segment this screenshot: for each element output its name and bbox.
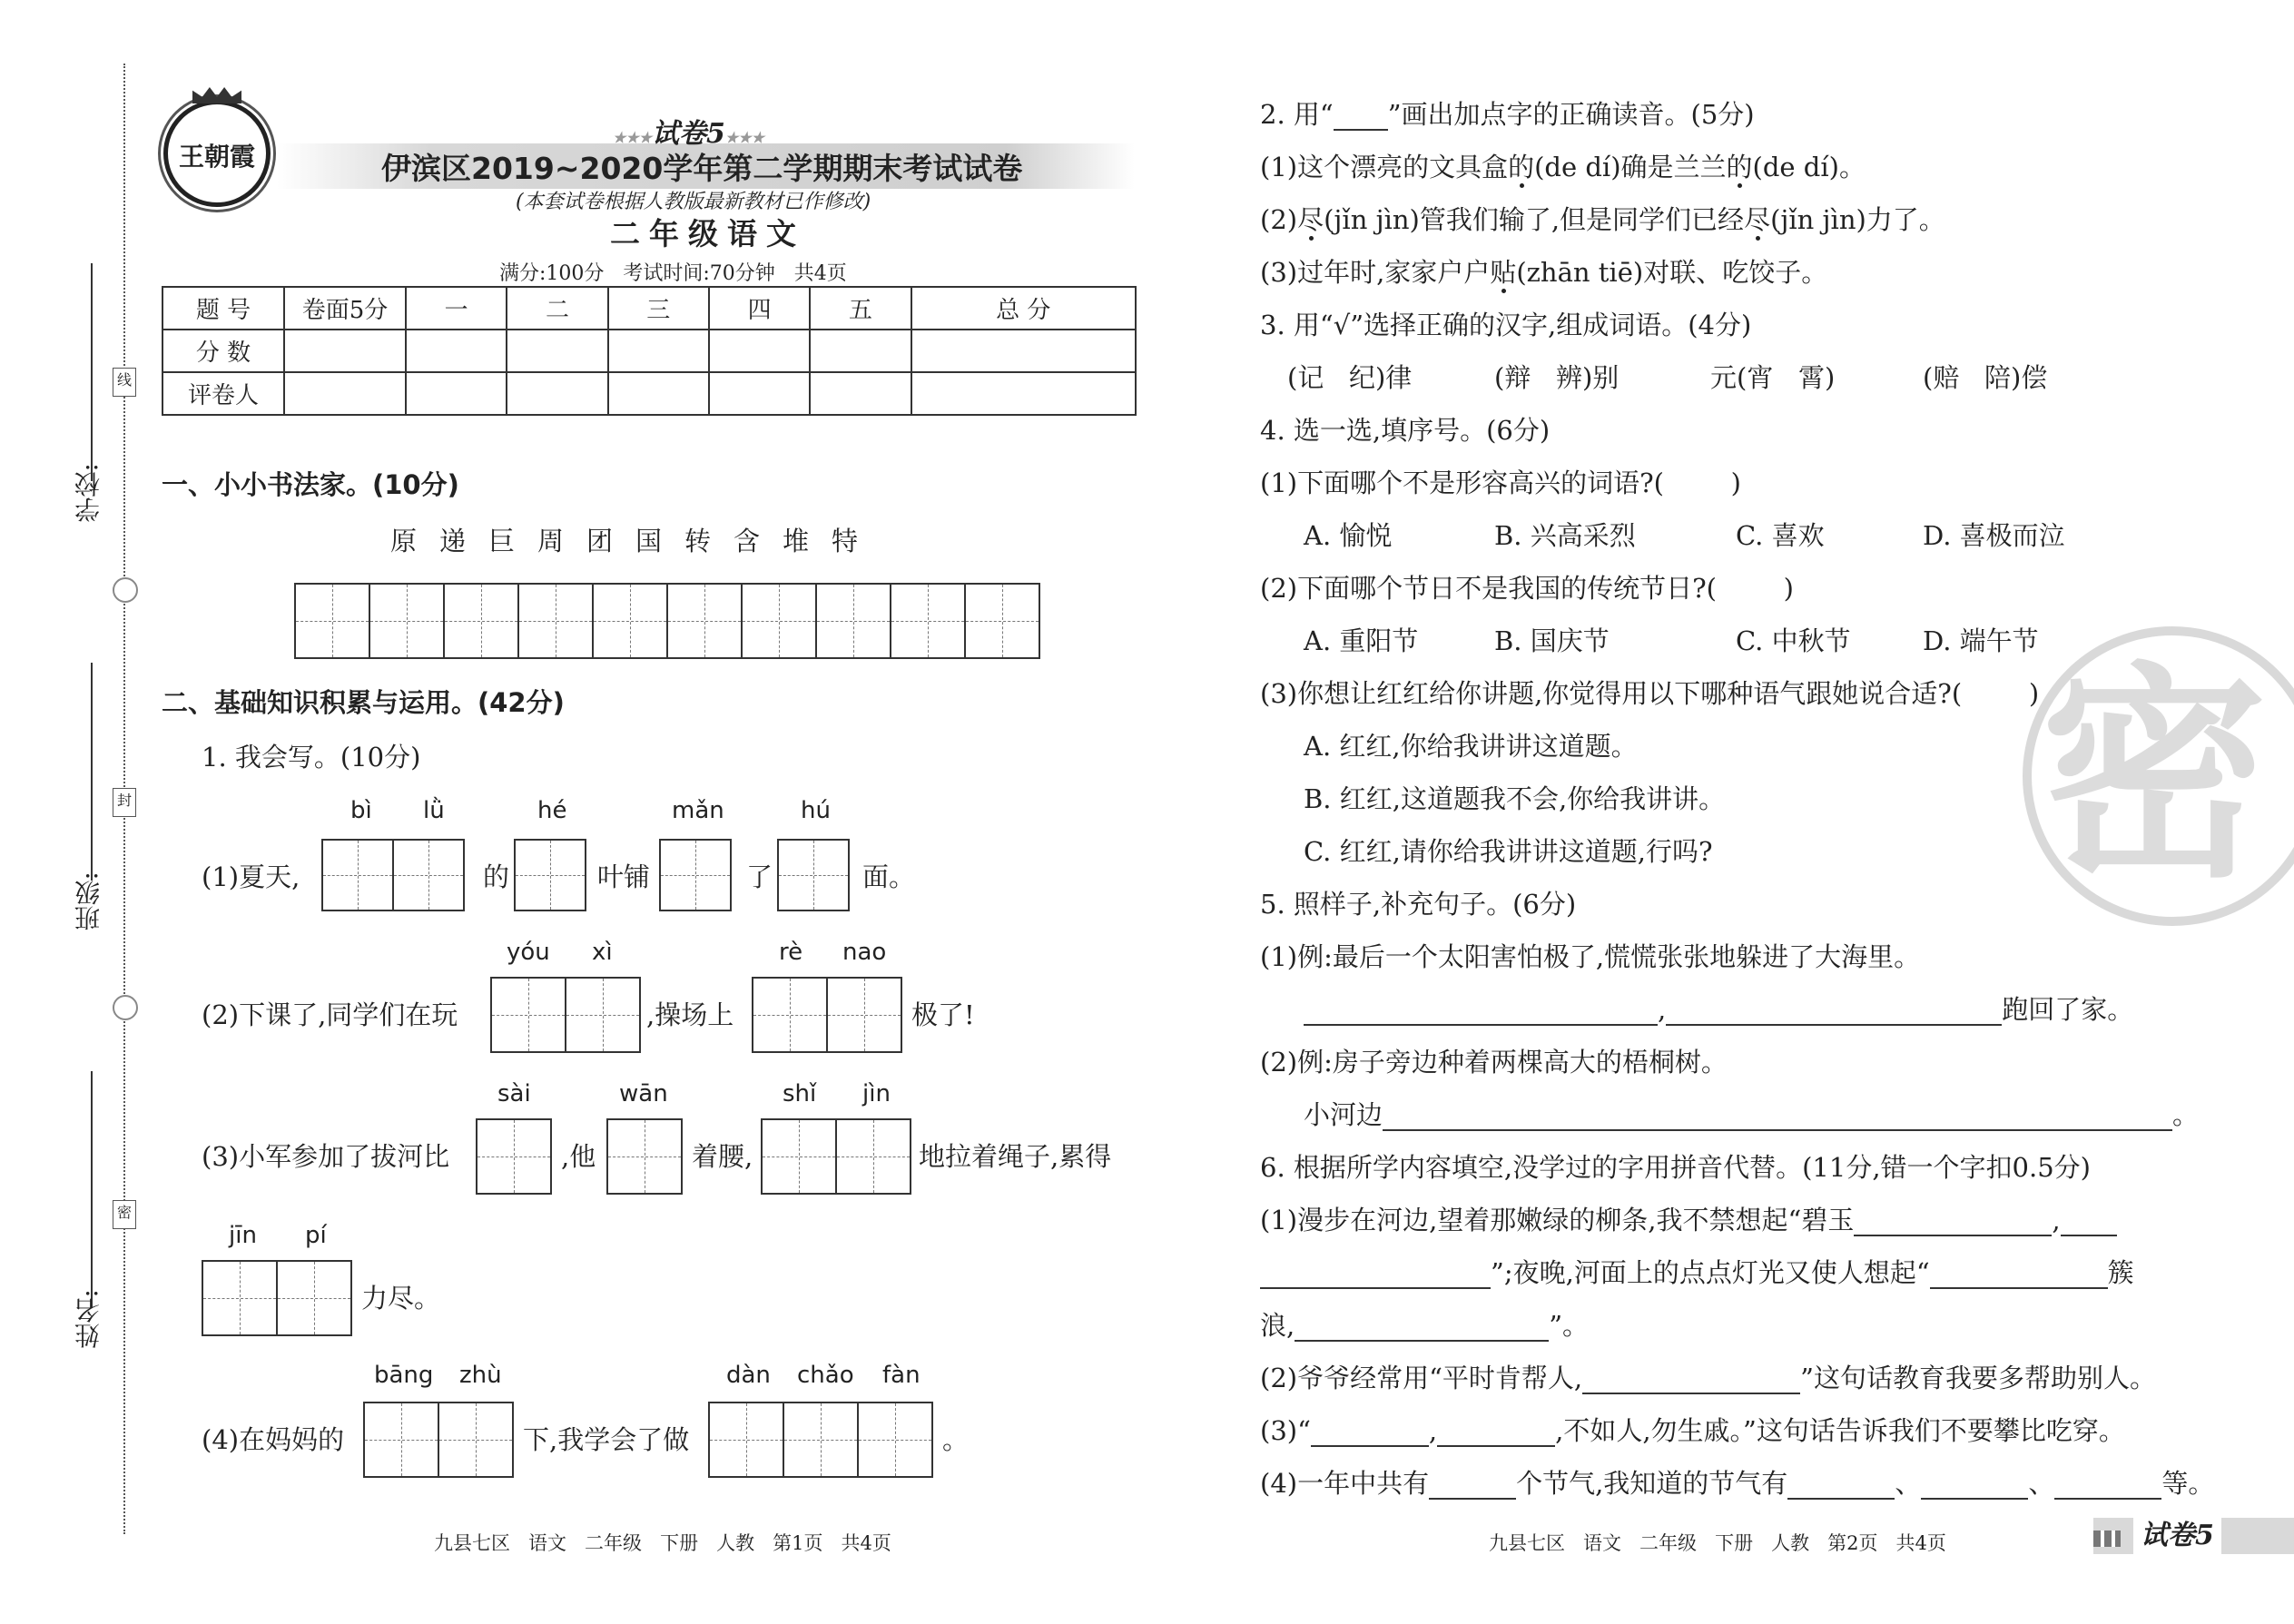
table-row [162, 330, 1136, 372]
grid-cell[interactable] [438, 1402, 514, 1478]
score-input[interactable] [406, 330, 507, 372]
q4-option: D. 喜极而泣 [1923, 520, 2065, 551]
name-underline [91, 1071, 93, 1307]
grid-cell[interactable] [826, 977, 902, 1053]
pinyin: hé [537, 797, 567, 824]
calligraphy-char: 转 [684, 526, 712, 556]
q6-s1-cont: ”;夜晚,河面上的点点灯光又使人想起“ 簇 [1260, 1256, 2134, 1289]
score-input[interactable] [810, 330, 911, 372]
name-label: 姓名: [74, 1289, 103, 1349]
exam-subtitle: (本套试卷根据人教版最新教材已作修改) [516, 191, 871, 213]
series-label: ★★★试卷5★★★ [613, 118, 764, 150]
grid-cell[interactable] [443, 583, 519, 659]
grid-cell[interactable] [369, 583, 445, 659]
q4-option: D. 端午节 [1923, 625, 2039, 656]
grid-cell[interactable] [741, 583, 817, 659]
sentence-text: (3)小军参加了拔河比 [202, 1141, 450, 1172]
page-footer-right: 九县七区 语文 二年级 下册 人教 第2页 共4页 [1489, 1532, 1946, 1554]
answer-blank[interactable] [1787, 1472, 1895, 1500]
answer-grid[interactable] [478, 1118, 552, 1195]
grid-cell[interactable] [890, 583, 966, 659]
answer-blank[interactable] [1304, 999, 1658, 1026]
answer-grid[interactable] [779, 839, 850, 911]
q6-s2: (2)爷爷经常用“平时肯帮人, ”这句话教育我要多帮助别人。 [1260, 1363, 2156, 1393]
calligraphy-char: 原 [390, 526, 418, 556]
pinyin: hú [801, 797, 831, 824]
q6-s1-end: 浪, ”。 [1260, 1310, 1590, 1341]
score-table [162, 286, 1137, 416]
star-icon: ★★★ [724, 129, 764, 146]
answer-blank[interactable] [1383, 1104, 2172, 1131]
answer-grid[interactable] [492, 977, 641, 1053]
q2-title: 2. 用“ ”画出加点字的正确读音。(5分) [1260, 99, 1755, 130]
q2-line1: (1)这个漂亮的文具盒的(de dí)确是兰兰的(de dí)。 [1260, 152, 1866, 182]
calligraphy-chars [390, 525, 881, 557]
score-input[interactable] [608, 372, 709, 415]
grid-cell[interactable] [517, 583, 594, 659]
pinyin: dàn [726, 1362, 771, 1389]
q3-option[interactable]: (记 纪)律 [1287, 362, 1413, 393]
answer-grid[interactable] [203, 1260, 352, 1336]
q4-option: C. 中秋节 [1736, 625, 1851, 656]
score-input[interactable] [810, 372, 911, 415]
grid-cell[interactable] [202, 1260, 278, 1336]
section2-title: 二、基础知识积累与运用。(42分) [162, 687, 565, 718]
table-cell: 卷面5分 [284, 287, 406, 330]
score-input[interactable] [284, 330, 406, 372]
pinyin: jìn [862, 1080, 891, 1107]
grid-cell[interactable] [514, 839, 586, 911]
table-cell: 三 [608, 287, 709, 330]
sentence-text: (2)下课了,同学们在玩 [202, 999, 458, 1030]
q4-option: C. 喜欢 [1736, 520, 1825, 551]
pinyin: jīn [229, 1222, 257, 1249]
sentence-text: 叶铺 [597, 861, 651, 892]
grid-cell[interactable] [321, 839, 394, 911]
pinyin: sài [497, 1080, 531, 1107]
q4-option: B. 兴高采烈 [1494, 520, 1636, 551]
grid-cell[interactable] [490, 977, 566, 1053]
sentence-text: 面。 [862, 861, 916, 892]
q5-example2: (2)例:房子旁边种着两棵高大的梧桐树。 [1260, 1047, 1728, 1078]
seal-mark-mi: 密 [113, 1200, 136, 1229]
answer-grid[interactable] [763, 1118, 911, 1195]
q4-option: A. 红红,你给我讲讲这道题。 [1304, 731, 1638, 762]
sentence-text: 的 [483, 861, 510, 892]
q3-option[interactable]: 元(宵 霄) [1710, 362, 1836, 393]
table-row [162, 287, 1136, 330]
sentence-text: 下,我学会了做 [523, 1424, 690, 1455]
q5-answer2: 小河边 。 [1304, 1099, 2200, 1130]
q5-title: 5. 照样子,补充句子。(6分) [1260, 889, 1577, 920]
calligraphy-char: 递 [439, 526, 467, 556]
pinyin: fàn [882, 1362, 921, 1389]
exam-info: 满分:100分 考试时间:70分钟 共4页 [499, 262, 847, 285]
seal-mark-feng: 封 [113, 788, 136, 817]
score-input[interactable] [406, 372, 507, 415]
q4-s1: (1)下面哪个不是形容高兴的词语?( ) [1260, 468, 1742, 498]
answer-grid[interactable] [516, 839, 586, 911]
answer-grid[interactable] [365, 1402, 514, 1478]
q5-answer1: , 跑回了家。 [1304, 993, 2133, 1026]
answer-blank[interactable] [1260, 1262, 1491, 1289]
table-cell: 一 [406, 287, 507, 330]
calligraphy-char: 含 [733, 526, 761, 556]
answer-blank[interactable] [1666, 999, 2002, 1026]
sentence-text: 力尽。 [361, 1283, 441, 1314]
exam-title: 伊滨区2019~2020学年第二学期期末考试试卷 [381, 151, 1023, 186]
calligraphy-char: 周 [537, 526, 565, 556]
sentence-text: 地拉着绳子,累得 [919, 1141, 1112, 1172]
grid-cell[interactable] [857, 1402, 933, 1478]
pinyin: zhù [459, 1362, 502, 1389]
crown-icon [192, 87, 241, 103]
answer-blank[interactable] [1930, 1262, 2108, 1289]
q2-line3: (3)过年时,家家户户贴(zhān tiē)对联、吃饺子。 [1260, 257, 1828, 288]
grid-cell[interactable] [363, 1402, 439, 1478]
q6-s1: (1)漫步在河边,望着那嫩绿的柳条,我不禁想起“碧玉 , [1260, 1204, 2117, 1236]
table-cell: 二 [507, 287, 607, 330]
table-row [162, 372, 1136, 415]
answer-blank[interactable] [2054, 1472, 2161, 1500]
answer-grid[interactable] [323, 839, 465, 911]
q4-option: A. 重阳节 [1304, 625, 1419, 656]
writing-grid[interactable] [296, 583, 1040, 659]
answer-grid[interactable] [753, 977, 902, 1053]
grid-cell[interactable] [666, 583, 743, 659]
logo-text: 王朝霞 [178, 142, 255, 172]
pinyin: nao [842, 939, 887, 966]
sentence-text: 了 [746, 861, 773, 892]
answer-blank[interactable] [1854, 1209, 2052, 1236]
grid-cell[interactable] [476, 1118, 552, 1195]
answer-blank[interactable] [1921, 1472, 2028, 1500]
pinyin: xì [592, 939, 613, 966]
sentence-text: (1)夏天, [202, 861, 300, 892]
score-input[interactable] [284, 372, 406, 415]
table-cell: 题 号 [162, 287, 284, 330]
grid-cell[interactable] [392, 839, 465, 911]
pinyin: rè [779, 939, 803, 966]
sentence-text: 着腰, [692, 1141, 753, 1172]
pinyin: shǐ [783, 1080, 817, 1107]
grid-cell[interactable] [835, 1118, 911, 1195]
table-cell: 总 分 [911, 287, 1136, 330]
pinyin: mǎn [672, 797, 724, 824]
sentence-text: (4)在妈妈的 [202, 1424, 345, 1455]
school-label: 学校: [74, 463, 103, 523]
class-underline [91, 663, 93, 881]
q1-title: 1. 我会写。(10分) [202, 742, 421, 773]
grid-cell[interactable] [708, 1402, 784, 1478]
class-label: 班级: [74, 871, 103, 931]
grid-cell[interactable] [565, 977, 641, 1053]
q3-option[interactable]: (辩 辨)别 [1494, 362, 1620, 393]
table-cell: 评卷人 [162, 372, 284, 415]
grid-cell[interactable] [294, 583, 370, 659]
logo-seal [163, 100, 271, 207]
table-cell: 四 [709, 287, 810, 330]
star-icon: ★★★ [613, 129, 653, 146]
answer-blank[interactable] [1311, 1420, 1429, 1447]
seal-mark-line: 线 [113, 368, 136, 397]
corner-squares-icon [2093, 1530, 2121, 1547]
score-input[interactable] [911, 330, 1136, 372]
pinyin: bāng [374, 1362, 434, 1389]
q4-title: 4. 选一选,填序号。(6分) [1260, 415, 1551, 446]
answer-grid[interactable] [710, 1402, 933, 1478]
subject-title: 二年级语文 [610, 216, 805, 251]
grid-cell[interactable] [815, 583, 891, 659]
q3-option[interactable]: (赔 陪)偿 [1923, 362, 2048, 393]
calligraphy-char: 国 [635, 526, 663, 556]
score-input[interactable] [911, 372, 1136, 415]
grid-cell[interactable] [752, 977, 828, 1053]
score-input[interactable] [608, 330, 709, 372]
answer-grid[interactable] [608, 1118, 683, 1195]
pinyin: pí [305, 1222, 327, 1249]
grid-cell[interactable] [592, 583, 668, 659]
table-cell: 五 [810, 287, 911, 330]
answer-grid[interactable] [661, 839, 732, 911]
sentence-text: 极了! [911, 999, 975, 1030]
answer-blank[interactable] [2061, 1209, 2117, 1236]
q4-option: C. 红红,请你给我讲讲这道题,行吗? [1304, 836, 1713, 867]
grid-cell[interactable] [964, 583, 1040, 659]
calligraphy-char: 堆 [783, 526, 810, 556]
q2-line2: (2)尽(jǐn jìn)管我们输了,但是同学们已经尽(jǐn jìn)力了。 [1260, 204, 1945, 235]
sentence-text: ,他 [561, 1141, 596, 1172]
score-input[interactable] [507, 330, 607, 372]
grid-cell[interactable] [606, 1118, 683, 1195]
sentence-text: ,操场上 [646, 999, 734, 1030]
q4-s3: (3)你想让红红给你讲题,你觉得用以下哪种语气跟她说合适?( ) [1260, 678, 2040, 709]
pinyin: lǜ [423, 797, 445, 824]
sentence-text: 。 [942, 1424, 970, 1455]
calligraphy-char: 团 [586, 526, 614, 556]
q6-title: 6. 根据所学内容填空,没学过的字用拼音代替。(11分,错一个字扣0.5分) [1260, 1152, 2091, 1183]
pinyin: chǎo [797, 1362, 854, 1389]
pinyin: yóu [507, 939, 550, 966]
grid-cell[interactable] [276, 1260, 352, 1336]
answer-blank[interactable] [1295, 1314, 1549, 1342]
watermark-seal [2023, 626, 2294, 926]
grid-cell[interactable] [777, 839, 850, 911]
q4-option: A. 愉悦 [1304, 520, 1393, 551]
q4-s2: (2)下面哪个节日不是我国的传统节日?( ) [1260, 573, 1795, 604]
table-cell: 分 数 [162, 330, 284, 372]
section1-title: 一、小小书法家。(10分) [162, 469, 459, 500]
page-footer-left: 九县七区 语文 二年级 下册 人教 第1页 共4页 [434, 1532, 891, 1554]
q6-s3: (3)“ , ,不如人,勿生戚。”这句话告诉我们不要攀比吃穿。 [1260, 1415, 2125, 1446]
grid-cell[interactable] [783, 1402, 859, 1478]
calligraphy-char: 特 [832, 526, 859, 556]
q4-option: B. 红红,这道题我不会,你给我讲讲。 [1304, 783, 1726, 814]
grid-cell[interactable] [659, 839, 732, 911]
watermark-char: 密 [2041, 644, 2268, 908]
corner-label: 试卷5 [2133, 1518, 2221, 1554]
ornament-icon [113, 995, 138, 1020]
score-input[interactable] [507, 372, 607, 415]
grid-cell[interactable] [761, 1118, 837, 1195]
answer-blank[interactable] [1582, 1367, 1800, 1394]
ornament-icon [113, 577, 138, 603]
calligraphy-char: 巨 [488, 526, 516, 556]
q4-option: B. 国庆节 [1494, 625, 1610, 656]
score-input[interactable] [709, 330, 810, 372]
pinyin: wān [619, 1080, 668, 1107]
q3-title: 3. 用“√”选择正确的汉字,组成词语。(4分) [1260, 310, 1752, 340]
q5-example1: (1)例:最后一个太阳害怕极了,慌慌张张地躲进了大海里。 [1260, 941, 1921, 972]
score-input[interactable] [709, 372, 810, 415]
answer-blank[interactable] [1429, 1472, 1516, 1500]
q6-s4: (4)一年中共有 个节气,我知道的节气有 、 、 等。 [1260, 1468, 2215, 1499]
answer-blank[interactable] [1437, 1420, 1555, 1447]
school-underline [91, 263, 93, 481]
pinyin: bì [350, 797, 372, 824]
